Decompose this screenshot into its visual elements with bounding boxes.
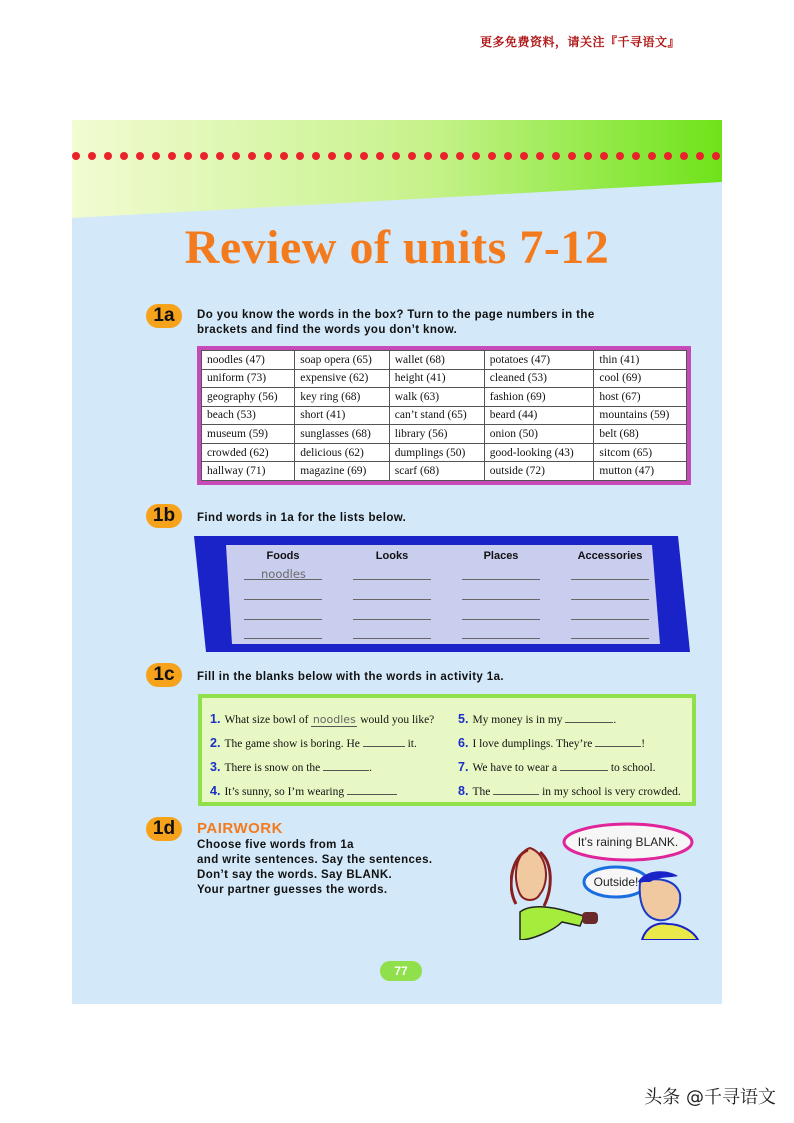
instruction-1b: Find words in 1a for the lists below. xyxy=(197,512,407,524)
word-cell: delicious (62) xyxy=(295,443,389,462)
word-cell: soap opera (65) xyxy=(295,351,389,370)
word-cell: fashion (69) xyxy=(484,388,594,407)
item-text: The xyxy=(472,786,491,798)
decorative-dot xyxy=(488,152,496,160)
word-cell: good-looking (43) xyxy=(484,443,594,462)
answer-blank[interactable] xyxy=(363,736,405,747)
decorative-dot xyxy=(664,152,672,160)
word-row xyxy=(202,388,687,407)
decorative-dot xyxy=(136,152,144,160)
decorative-dot xyxy=(408,152,416,160)
word-cell: noodles (47) xyxy=(202,351,295,370)
decorative-dot xyxy=(248,152,256,160)
answer-line[interactable] xyxy=(353,579,431,580)
bubble-text-1: It’s raining BLANK. xyxy=(577,835,679,849)
answer-blank[interactable] xyxy=(560,760,608,771)
item-number: 6. xyxy=(458,736,469,750)
section-badge-1b: 1b xyxy=(146,504,182,528)
item-number: 3. xyxy=(210,760,221,774)
decorative-dot xyxy=(712,152,720,160)
answer-line[interactable] xyxy=(462,619,540,620)
decorative-dot xyxy=(376,152,384,160)
decorative-dot xyxy=(72,152,80,160)
word-cell: belt (68) xyxy=(594,425,687,444)
textbook-page xyxy=(72,120,722,1004)
word-cell: scarf (68) xyxy=(389,462,484,481)
word-row xyxy=(202,406,687,425)
answer-line[interactable] xyxy=(462,638,540,639)
answer-blank[interactable] xyxy=(323,760,369,771)
decorative-dot xyxy=(616,152,624,160)
word-cell: key ring (68) xyxy=(295,388,389,407)
item-text: . xyxy=(369,762,373,774)
answer-line[interactable] xyxy=(353,638,431,639)
watermark: 头条 @千寻语文 xyxy=(644,1087,776,1108)
pairwork-line-3: Don’t say the words. Say BLANK. xyxy=(197,869,393,881)
item-text: My money is in my xyxy=(472,714,563,726)
list-header-foods: Foods xyxy=(266,550,300,562)
item-text: We have to wear a xyxy=(472,762,558,774)
decorative-dot xyxy=(536,152,544,160)
decorative-dot xyxy=(696,152,704,160)
item-text: The game show is boring. He xyxy=(224,738,360,750)
item-text: in my school is very crowded. xyxy=(542,786,681,798)
decorative-dot xyxy=(360,152,368,160)
decorative-dot xyxy=(152,152,160,160)
decorative-dot xyxy=(296,152,304,160)
word-box xyxy=(197,346,691,485)
answer-blank[interactable] xyxy=(493,784,539,795)
decorative-dot xyxy=(280,152,288,160)
fill-item-4 xyxy=(210,784,397,798)
item-number: 7. xyxy=(458,760,469,774)
decorative-dot xyxy=(520,152,528,160)
section-badge-1c: 1c xyxy=(146,663,182,687)
decorative-dot xyxy=(424,152,432,160)
word-row xyxy=(202,443,687,462)
item-number: 5. xyxy=(458,712,469,726)
item-text: It’s sunny, so I’m wearing xyxy=(224,786,345,798)
answer-line[interactable] xyxy=(571,579,649,580)
decorative-dot xyxy=(392,152,400,160)
answer-line[interactable] xyxy=(244,619,322,620)
decorative-dot xyxy=(456,152,464,160)
word-cell: sunglasses (68) xyxy=(295,425,389,444)
fill-item-6 xyxy=(458,736,645,750)
item-number: 2. xyxy=(210,736,221,750)
item-number: 8. xyxy=(458,784,469,798)
decorative-dot xyxy=(104,152,112,160)
example-answer: noodles xyxy=(261,567,306,581)
item-text: ! xyxy=(641,738,646,750)
item-text: I love dumplings. They’re xyxy=(472,738,593,750)
word-cell: hallway (71) xyxy=(202,462,295,481)
word-row xyxy=(202,462,687,481)
word-cell: host (67) xyxy=(594,388,687,407)
section-badge-1d: 1d xyxy=(146,817,182,841)
item-number: 4. xyxy=(210,784,221,798)
word-cell: expensive (62) xyxy=(295,369,389,388)
word-cell: cleaned (53) xyxy=(484,369,594,388)
answer-line[interactable] xyxy=(244,579,322,580)
decorative-dot xyxy=(680,152,688,160)
word-cell: walk (63) xyxy=(389,388,484,407)
page-title: Review of units 7-12 xyxy=(184,221,610,274)
decorative-dot xyxy=(312,152,320,160)
decorative-dot xyxy=(184,152,192,160)
fill-item-5 xyxy=(458,712,616,726)
word-cell: uniform (73) xyxy=(202,369,295,388)
decorative-dot xyxy=(552,152,560,160)
answer-blank[interactable] xyxy=(595,736,641,747)
word-cell: height (41) xyxy=(389,369,484,388)
fill-item-8 xyxy=(458,784,681,798)
pairwork-line-2: and write sentences. Say the sentences. xyxy=(197,854,433,866)
answer-line[interactable] xyxy=(571,619,649,620)
pairwork-line-1: Choose five words from 1a xyxy=(197,839,354,851)
fill-item-3 xyxy=(210,760,372,774)
word-row xyxy=(202,369,687,388)
item-number: 1. xyxy=(210,712,221,726)
list-header-places: Places xyxy=(483,550,519,562)
instruction-1c: Fill in the blanks below with the words in activity 1a. xyxy=(197,671,504,683)
decorative-dot xyxy=(584,152,592,160)
word-cell: short (41) xyxy=(295,406,389,425)
word-cell: thin (41) xyxy=(594,351,687,370)
decorative-dot xyxy=(600,152,608,160)
fill-item-2 xyxy=(210,736,417,750)
instruction-1a-line1: Do you know the words in the box? Turn to the page numbers in the xyxy=(197,309,595,321)
decorative-dot xyxy=(200,152,208,160)
answer-line[interactable] xyxy=(462,599,540,600)
fill-item-7 xyxy=(458,760,656,774)
decorative-dot xyxy=(648,152,656,160)
item-text: it. xyxy=(407,738,417,750)
decorative-dot xyxy=(88,152,96,160)
word-cell: can’t stand (65) xyxy=(389,406,484,425)
word-cell: outside (72) xyxy=(484,462,594,481)
decorative-dot xyxy=(504,152,512,160)
answer-line[interactable] xyxy=(571,599,649,600)
item-text: would you like? xyxy=(360,714,435,726)
item-text: What size bowl of xyxy=(224,714,309,726)
item-text: There is snow on the xyxy=(224,762,321,774)
word-cell: onion (50) xyxy=(484,425,594,444)
word-cell: crowded (62) xyxy=(202,443,295,462)
decorative-dot xyxy=(216,152,224,160)
girl-figure xyxy=(511,848,598,940)
answer-blank[interactable] xyxy=(347,784,397,795)
decorative-dot xyxy=(568,152,576,160)
word-cell: geography (56) xyxy=(202,388,295,407)
answer-blank[interactable] xyxy=(565,712,613,723)
word-cell: beach (53) xyxy=(202,406,295,425)
answer-line[interactable] xyxy=(571,638,649,639)
word-row xyxy=(202,425,687,444)
answer-line[interactable] xyxy=(353,599,431,600)
filled-answer: noodles xyxy=(312,713,356,726)
list-header-accessories: Accessories xyxy=(577,550,643,562)
word-cell: museum (59) xyxy=(202,425,295,444)
list-header-looks: Looks xyxy=(375,550,409,562)
bubble-text-2: Outside! xyxy=(593,875,639,889)
word-cell: cool (69) xyxy=(594,369,687,388)
word-cell: sitcom (65) xyxy=(594,443,687,462)
word-cell: potatoes (47) xyxy=(484,351,594,370)
fill-item-1 xyxy=(210,712,434,727)
decorative-dot xyxy=(344,152,352,160)
decorative-dot xyxy=(264,152,272,160)
answer-line[interactable] xyxy=(462,579,540,580)
word-row xyxy=(202,351,687,370)
decorative-dot xyxy=(232,152,240,160)
item-text: . xyxy=(613,714,617,726)
page-number: 77 xyxy=(380,961,422,981)
promo-header: 更多免费资料，请关注『千寻语文』 xyxy=(480,35,681,49)
decorative-banner xyxy=(72,120,722,220)
decorative-dot xyxy=(632,152,640,160)
fill-in-box xyxy=(198,694,696,806)
decorative-dot xyxy=(120,152,128,160)
word-cell: wallet (68) xyxy=(389,351,484,370)
decorative-dot xyxy=(472,152,480,160)
decorative-dot xyxy=(328,152,336,160)
decorative-dot xyxy=(168,152,176,160)
answer-line[interactable] xyxy=(353,619,431,620)
section-badge-1a: 1a xyxy=(146,304,182,328)
pairwork-line-4: Your partner guesses the words. xyxy=(197,884,388,896)
answer-line[interactable] xyxy=(244,638,322,639)
word-cell: dumplings (50) xyxy=(389,443,484,462)
word-cell: magazine (69) xyxy=(295,462,389,481)
word-cell: beard (44) xyxy=(484,406,594,425)
decorative-dot xyxy=(440,152,448,160)
answer-line[interactable] xyxy=(244,599,322,600)
word-cell: mountains (59) xyxy=(594,406,687,425)
word-table xyxy=(201,350,687,481)
word-cell: mutton (47) xyxy=(594,462,687,481)
pairwork-heading: PAIRWORK xyxy=(197,820,283,837)
item-text: to school. xyxy=(610,762,656,774)
instruction-1a-line2: brackets and find the words you don’t know. xyxy=(197,324,458,336)
boy-figure xyxy=(638,871,698,940)
word-cell: library (56) xyxy=(389,425,484,444)
